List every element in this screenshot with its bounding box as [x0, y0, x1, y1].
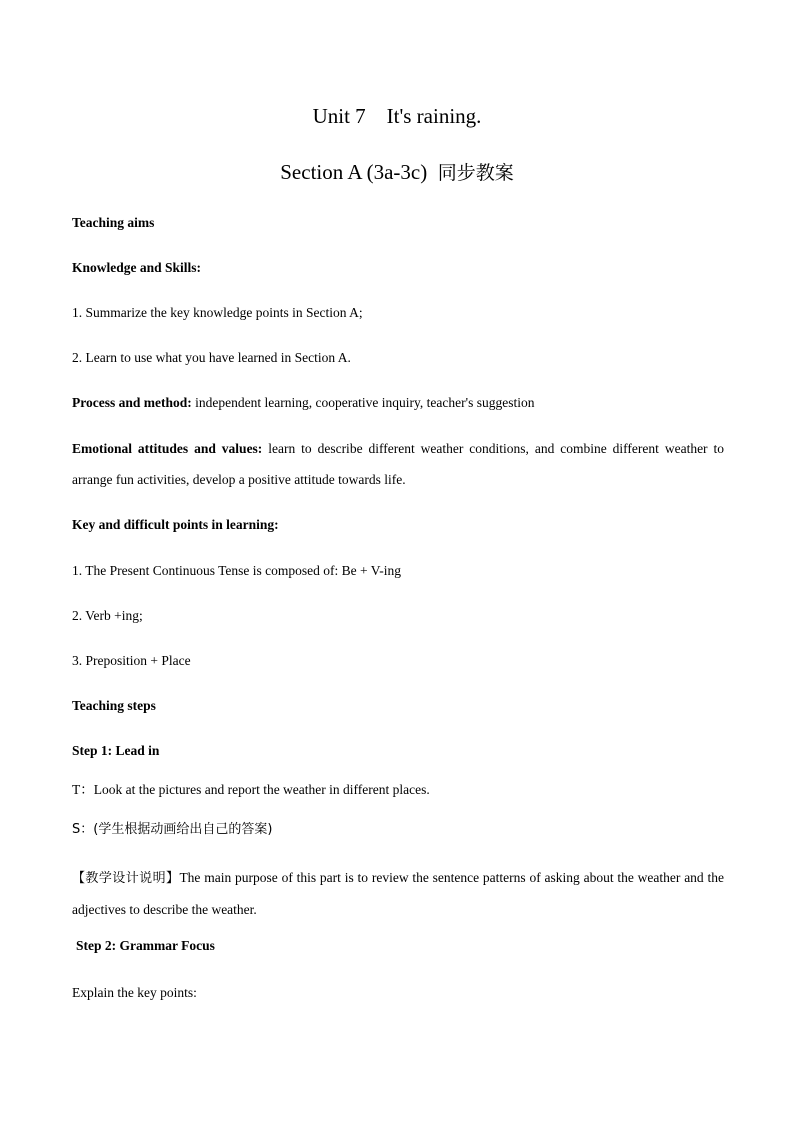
process-method-label: Process and method: — [72, 395, 192, 410]
knowledge-skills-heading: Knowledge and Skills: — [72, 260, 202, 275]
process-method — [72, 394, 724, 412]
section-title — [0, 159, 794, 186]
key-point-item-2: 2. Verb +ing; — [72, 608, 143, 623]
emotional-attitudes — [72, 433, 724, 495]
step1-teacher-line: T：Look at the pictures and report the weather in different places. — [72, 782, 430, 797]
key-points-heading: Key and difficult points in learning: — [72, 517, 279, 532]
design-note-label: 【教学设计说明】 — [72, 871, 180, 886]
unit-title: Unit 7 It's raining. — [312, 104, 482, 128]
teaching-aims-heading: Teaching aims — [72, 215, 155, 230]
emotional-attitudes-text: learn to describe different weather conditions, and combine different weather to arrange fun activities, develop a positive attitude towards life. — [72, 441, 724, 487]
emotional-attitudes-label: Emotional attitudes and values: — [72, 441, 263, 456]
key-point-item-3: 3. Preposition + Place — [72, 653, 191, 668]
section-title-en: Section A (3a-3c) — [280, 160, 438, 184]
teaching-steps-heading: Teaching steps — [72, 698, 156, 713]
knowledge-item-1: 1. Summarize the key knowledge points in Section A; — [72, 305, 363, 320]
section-title-cn: 同步教案 — [437, 162, 514, 184]
step1-heading: Step 1: Lead in — [72, 743, 160, 758]
key-point-item-1: 1. The Present Continuous Tense is composed of: Be + V-ing — [72, 563, 402, 578]
step2-heading: Step 2: Grammar Focus — [76, 938, 215, 953]
process-method-text: independent learning, cooperative inquiry, teacher's suggestion — [191, 395, 535, 410]
knowledge-item-2: 2. Learn to use what you have learned in Section A. — [72, 350, 351, 365]
step2-text: Explain the key points: — [72, 985, 197, 1000]
design-note-text: The main purpose of this part is to review the sentence patterns of asking about the weather and the adjectives to describe the weather. — [72, 870, 724, 917]
step1-student-line: S：(学生根据动画给出自己的答案) — [72, 822, 273, 837]
design-note — [72, 862, 724, 925]
